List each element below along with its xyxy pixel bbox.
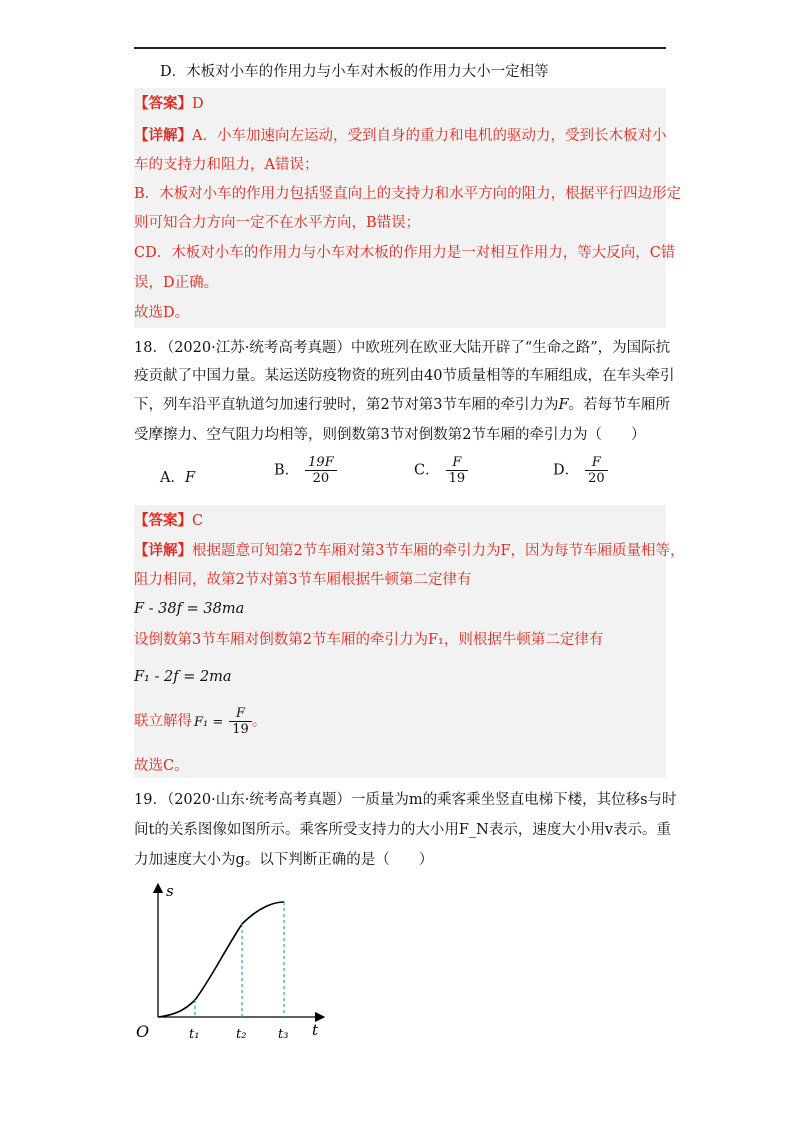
answer-tag: 【答案】: [134, 95, 192, 112]
q18-option-a: [160, 468, 195, 488]
option-d-text: D．木板对小车的作用力与小车对木板的作用力大小一定相等: [160, 64, 549, 80]
conclusion-18: 故选C。: [134, 758, 189, 774]
q18-line-1: 18．（2020·江苏·统考高考真题）中欧班列在欧亚大陆开辟了“生命之路”，为国际抗: [134, 340, 671, 356]
solve-end: 。: [251, 713, 267, 730]
option-a-label: A．: [160, 470, 185, 486]
tick-t3: t₃: [278, 1027, 289, 1042]
solve-den: 19: [232, 722, 249, 737]
q18-line-3-b: 。若每节车厢所: [568, 397, 671, 413]
q18-option-c: [414, 455, 468, 486]
option-d-den: 20: [588, 471, 605, 486]
detail-line-5: CD．木板对小车的作用力与小车对木板的作用力是一对相互作用力，等大反向，C错: [134, 245, 676, 261]
option-c-label: C．: [414, 462, 440, 479]
tick-t1: t₁: [189, 1027, 200, 1042]
equation-2: F₁ - 2f = 2ma: [134, 669, 232, 685]
solve-text: 联立解得: [134, 713, 192, 730]
option-c-den: 19: [448, 471, 466, 486]
conclusion-17: 故选D。: [134, 305, 190, 321]
option-b-num: 19F: [305, 455, 337, 471]
q18-line-3-a: 下，列车沿平直轨道匀加速行驶时，第2节对第3节车厢的牵引力为: [134, 397, 559, 413]
option-d-label: D．: [553, 462, 580, 479]
solve-line: [134, 706, 266, 737]
q18-line-4: 受摩擦力、空气阻力均相等，则倒数第3节对倒数第2节车厢的牵引力为（ ）: [134, 427, 646, 443]
solve-fraction: [229, 706, 252, 737]
q18-line-3: [134, 395, 670, 415]
q18-detail-1: [134, 541, 685, 561]
answer-value: C: [192, 513, 204, 529]
q18-option-b: [274, 455, 337, 486]
option-b-label: B．: [274, 462, 300, 479]
detail-text: 根据题意可知第2节车厢对第3节车厢的牵引力为F，因为每节车厢质量相等，: [192, 543, 685, 559]
answer-line-17: [134, 94, 204, 114]
top-rule: [134, 47, 666, 49]
answer-value: D: [192, 96, 204, 112]
detail-line-3: B．木板对小车的作用力包括竖直向上的支持力和水平方向的阻力，根据平行四边形定: [134, 186, 682, 202]
s-t-graph: [130, 880, 330, 1045]
origin-label: O: [136, 1022, 150, 1041]
q19-line-1: 19．（2020·山东·统考高考真题）一质量为m的乘客乘坐竖直电梯下楼，其位移s与时: [134, 792, 677, 808]
detail-tag: 【详解】: [134, 542, 192, 559]
detail-line-6: 误，D正确。: [134, 275, 219, 291]
q18-option-d: [553, 455, 608, 486]
q19-line-2: 间t的关系图像如图所示。乘客所受支持力的大小用F_N表示，速度大小用v表示。重: [134, 822, 672, 838]
answer-tag: 【答案】: [134, 512, 192, 529]
y-axis-label: s: [166, 882, 174, 900]
detail-line-4: 则可知合力方向一定不在水平方向，B错误；: [134, 215, 421, 231]
tick-t2: t₂: [236, 1027, 247, 1042]
detail-line-1: [134, 126, 666, 146]
option-d-fraction: [585, 455, 608, 486]
displacement-curve: [158, 902, 284, 1017]
option-b-den: 20: [312, 471, 330, 486]
solve-num: F: [229, 706, 252, 722]
option-c-fraction: [446, 455, 469, 486]
detail-line-2: 车的支持力和阻力，A错误；: [134, 157, 319, 173]
solve-lhs: F₁ =: [194, 714, 224, 730]
option-b-fraction: [305, 455, 337, 486]
option-a-value: F: [184, 470, 196, 486]
q18-var-f: F: [558, 397, 569, 413]
detail-text: A．小车加速向左运动，受到自身的重力和电机的驱动力，受到长木板对小: [192, 128, 667, 144]
equation-1: F - 38f = 38ma: [134, 601, 245, 617]
q18-detail-3: 设倒数第3节车厢对倒数第2节车厢的牵引力为F₁，则根据牛顿第二定律有: [134, 632, 604, 648]
answer-line-18: [134, 511, 203, 531]
q19-line-3: 力加速度大小为g。以下判断正确的是（ ）: [134, 852, 434, 868]
x-axis-label: t: [312, 1021, 319, 1039]
q18-detail-2: 阻力相同，故第2节对第3节车厢根据牛顿第二定律有: [134, 572, 472, 588]
option-d-num: F: [585, 455, 608, 471]
option-c-num: F: [446, 455, 469, 471]
q18-line-2: 疫贡献了中国力量。某运送防疫物资的班列由40节质量相等的车厢组成，在车头牵引: [134, 368, 675, 384]
detail-tag: 【详解】: [134, 127, 192, 144]
